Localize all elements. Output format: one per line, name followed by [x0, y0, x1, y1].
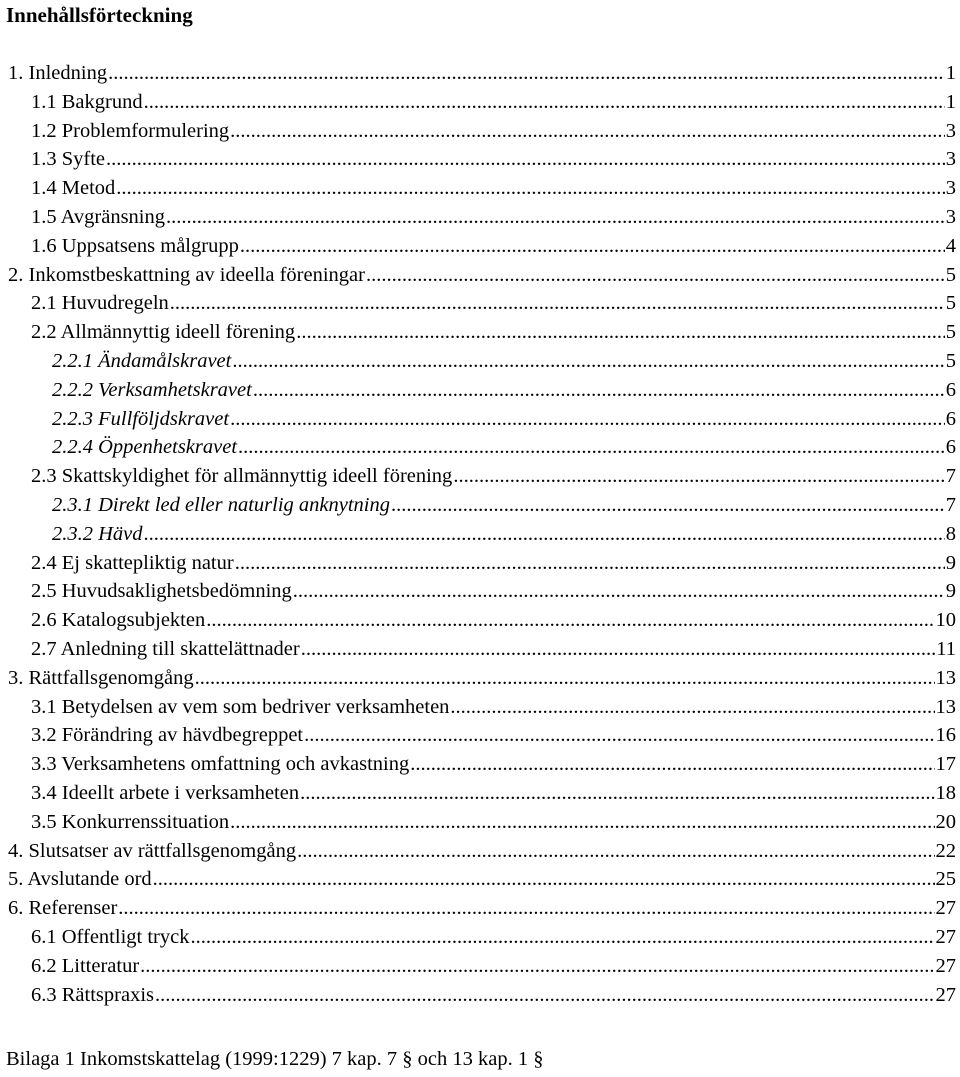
appendix-line: Bilaga 1 Inkomstskattelag (1999:1229) 7 kap. 7 § och 13 kap. 1 §	[6, 1048, 544, 1070]
toc-entry-label: 2.2.1 Ändamålskravet	[52, 349, 232, 372]
toc-entry-label: 3.2 Förändring av hävdbegreppet	[31, 724, 304, 747]
toc-entry-page-number: 13	[935, 695, 956, 718]
table-of-contents	[0, 59, 960, 1009]
toc-entry-page-number: 17	[935, 753, 956, 776]
toc-entry-label: 2.2.3 Fullföljdskravet	[52, 407, 230, 430]
toc-dot-leader	[206, 606, 934, 635]
toc-entry-label: 2.3.1 Direkt led eller naturlig anknytning	[52, 493, 390, 516]
toc-dot-leader	[304, 721, 934, 750]
toc-entry[interactable]	[0, 981, 960, 1010]
toc-dot-leader	[253, 376, 945, 405]
toc-dot-leader	[300, 779, 934, 808]
toc-entry[interactable]	[0, 117, 960, 146]
toc-dot-leader	[116, 174, 944, 203]
toc-dot-leader	[153, 865, 935, 894]
toc-entry-label: 1.6 Uppsatsens målgrupp	[31, 234, 239, 257]
toc-dot-leader	[450, 693, 934, 722]
toc-entry[interactable]	[0, 174, 960, 203]
toc-entry-page-number: 5	[945, 349, 956, 372]
toc-entry[interactable]	[0, 721, 960, 750]
toc-entry[interactable]	[0, 923, 960, 952]
toc-entry-label: 1. Inledning	[8, 62, 108, 84]
toc-dot-leader	[230, 405, 945, 434]
toc-dot-leader	[453, 462, 944, 491]
toc-dot-leader	[238, 433, 945, 462]
toc-entry-page-number: 5	[945, 321, 956, 344]
toc-entry-page-number: 6	[945, 436, 956, 459]
toc-dot-leader	[232, 347, 944, 376]
toc-entry-label: 3. Rättfallsgenomgång	[8, 666, 194, 689]
toc-entry[interactable]	[0, 232, 960, 261]
toc-entry-page-number: 3	[945, 148, 956, 171]
toc-entry-page-number: 8	[945, 522, 956, 545]
toc-entry-label: 1.3 Syfte	[31, 148, 106, 171]
toc-dot-leader	[296, 318, 945, 347]
toc-entry[interactable]	[0, 462, 960, 491]
toc-entry[interactable]	[0, 577, 960, 606]
toc-dot-leader	[230, 808, 934, 837]
toc-entry-page-number: 5	[945, 263, 956, 286]
toc-entry-label: 6.1 Offentligt tryck	[31, 925, 190, 948]
toc-entry-page-number: 5	[945, 292, 956, 315]
toc-entry[interactable]	[0, 520, 960, 549]
toc-dot-leader	[230, 117, 945, 146]
toc-dot-leader	[166, 203, 945, 232]
toc-dot-leader	[190, 923, 934, 952]
toc-entry-page-number: 9	[945, 551, 956, 574]
toc-dot-leader	[297, 837, 934, 866]
toc-entry[interactable]	[0, 88, 960, 117]
toc-entry-page-number: 20	[935, 810, 956, 833]
toc-entry-page-number: 6	[945, 407, 956, 430]
toc-entry-page-number: 1	[945, 62, 956, 84]
toc-dot-leader	[106, 145, 945, 174]
toc-entry[interactable]	[0, 289, 960, 318]
toc-title: Innehållsförteckning	[6, 3, 193, 27]
toc-entry[interactable]	[0, 693, 960, 722]
toc-entry-label: 2.2.2 Verksamhetskravet	[52, 378, 252, 401]
toc-entry-page-number: 4	[945, 234, 956, 257]
toc-dot-leader	[144, 88, 945, 117]
toc-dot-leader	[410, 750, 934, 779]
toc-entry-page-number: 27	[935, 897, 956, 920]
toc-entry[interactable]	[0, 405, 960, 434]
toc-entry-label: 2.2.4 Öppenhetskravet	[52, 436, 238, 459]
toc-entry-page-number: 27	[935, 983, 956, 1006]
toc-entry-page-number: 27	[935, 954, 956, 977]
toc-entry-page-number: 16	[935, 724, 956, 747]
toc-entry[interactable]	[0, 894, 960, 923]
toc-entry-label: 3.5 Konkurrenssituation	[31, 810, 230, 833]
toc-entry-label: 3.3 Verksamhetens omfattning och avkastning	[31, 753, 410, 776]
toc-entry-page-number: 1	[945, 90, 956, 113]
toc-dot-leader	[240, 232, 945, 261]
toc-entry[interactable]	[0, 808, 960, 837]
toc-dot-leader	[293, 577, 945, 606]
toc-entry[interactable]	[0, 433, 960, 462]
toc-entry-label: 1.1 Bakgrund	[31, 90, 143, 113]
toc-entry[interactable]	[0, 779, 960, 808]
toc-entry-page-number: 10	[935, 609, 956, 632]
toc-entry[interactable]	[0, 491, 960, 520]
toc-entry[interactable]	[0, 750, 960, 779]
toc-entry-label: 2. Inkomstbeskattning av ideella föreningar	[8, 263, 365, 286]
toc-dot-leader	[140, 952, 934, 981]
toc-entry[interactable]	[0, 635, 960, 664]
toc-entry[interactable]	[0, 837, 960, 866]
toc-entry-label: 2.2 Allmännyttig ideell förening	[31, 321, 296, 344]
toc-entry-label: 2.1 Huvudregeln	[31, 292, 169, 315]
toc-entry-label: 1.2 Problemformulering	[31, 119, 230, 142]
toc-dot-leader	[195, 664, 935, 693]
toc-entry-page-number: 7	[945, 493, 956, 516]
toc-entry-label: 2.4 Ej skattepliktig natur	[31, 551, 234, 574]
toc-entry[interactable]	[0, 664, 960, 693]
toc-entry-page-number: 3	[945, 119, 956, 142]
toc-entry-label: 2.7 Anledning till skattelättnader	[31, 637, 300, 660]
toc-entry-label: 3.4 Ideellt arbete i verksamheten	[31, 781, 300, 804]
toc-entry-page-number: 7	[945, 465, 956, 488]
toc-entry[interactable]	[0, 59, 960, 88]
toc-entry-page-number: 22	[935, 839, 956, 862]
toc-entry[interactable]	[0, 261, 960, 290]
toc-dot-leader	[366, 261, 945, 290]
toc-entry-label: 1.4 Metod	[31, 177, 116, 200]
toc-entry-label: 2.5 Huvudsaklighetsbedömning	[31, 580, 292, 603]
toc-entry-page-number: 25	[935, 868, 956, 891]
toc-entry-label: 6.3 Rättspraxis	[31, 983, 154, 1006]
toc-entry[interactable]	[0, 606, 960, 635]
toc-entry[interactable]	[0, 549, 960, 578]
toc-dot-leader	[235, 549, 945, 578]
toc-entry-label: 2.3.2 Hävd	[52, 522, 143, 545]
toc-entry-page-number: 27	[935, 925, 956, 948]
toc-dot-leader	[170, 289, 945, 318]
toc-dot-leader	[118, 894, 934, 923]
toc-entry[interactable]	[0, 376, 960, 405]
toc-dot-leader	[391, 491, 945, 520]
toc-entry-label: 3.1 Betydelsen av vem som bedriver verksamheten	[31, 695, 450, 718]
toc-dot-leader	[155, 981, 935, 1010]
toc-dot-leader	[108, 59, 945, 88]
toc-entry-label: 1.5 Avgränsning	[31, 205, 166, 228]
toc-entry[interactable]	[0, 145, 960, 174]
toc-entry-label: 2.3 Skattskyldighet för allmännyttig ideell förening	[31, 465, 453, 488]
toc-entry-label: 6.2 Litteratur	[31, 954, 140, 977]
toc-entry[interactable]	[0, 203, 960, 232]
toc-entry[interactable]	[0, 318, 960, 347]
toc-entry-page-number: 3	[945, 205, 956, 228]
toc-entry[interactable]	[0, 952, 960, 981]
toc-entry-page-number: 11	[936, 637, 956, 660]
toc-dot-leader	[144, 520, 945, 549]
toc-entry-page-number: 3	[945, 177, 956, 200]
toc-entry-page-number: 13	[935, 666, 956, 689]
toc-entry-label: 6. Referenser	[8, 897, 118, 920]
toc-entry-label: 4. Slutsatser av rättfallsgenomgång	[8, 839, 297, 862]
toc-dot-leader	[301, 635, 936, 664]
toc-entry-page-number: 18	[935, 781, 956, 804]
toc-entry-page-number: 9	[945, 580, 956, 603]
toc-entry-label: 5. Avslutande ord	[8, 868, 152, 891]
toc-entry[interactable]	[0, 865, 960, 894]
toc-entry[interactable]	[0, 347, 960, 376]
toc-entry-label: 2.6 Katalogsubjekten	[31, 609, 206, 632]
toc-entry-page-number: 6	[945, 378, 956, 401]
